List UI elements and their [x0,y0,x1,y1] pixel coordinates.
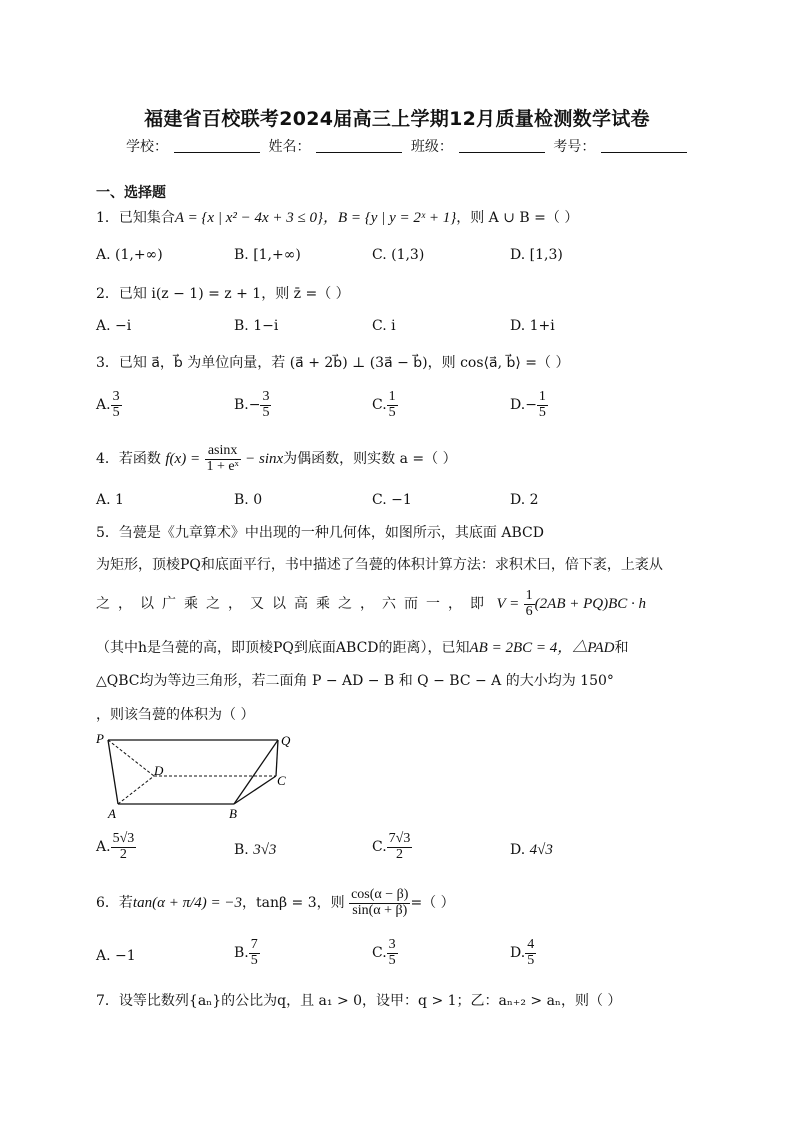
q4-suffix: 为偶函数，则实数 a =（ ） [283,451,457,468]
label-b: B [229,806,237,821]
q5-line-6: ，则该刍甍的体积为（ ） [96,707,255,723]
q5-c-fraction [387,832,413,862]
q1-suffix: ，则 A ∪ B =（ ） [456,210,579,226]
q5-c-den: 2 [396,846,404,862]
q3-option-c[interactable] [372,390,398,420]
q5-formula-fraction [524,589,535,619]
q4-rest: − sinx [245,451,284,468]
q1-set-a: A = {x | x² − 4x + 3 ≤ 0} [174,210,324,226]
page-title: 福建省百校联考2024届高三上学期12月质量检测数学试卷 [144,108,650,130]
q6-tan-expr: tan(α + π/4) = −3 [132,895,243,912]
q6-option-c[interactable] [372,938,398,968]
label-q: Q [281,733,291,748]
q5-b-text: 3√3 [253,842,277,858]
q6-d-label: D. [510,945,526,962]
q3-a-label: A. [96,397,111,414]
question-2-stem: 2．已知 i(z − 1) = z + 1，则 z̄ =（ ） [96,286,350,302]
q1-option-d[interactable]: D. [1,3) [510,247,563,263]
q3-c-fraction [387,390,398,420]
q3-option-d[interactable] [510,390,548,420]
q5-a-den: 2 [119,846,127,862]
q6-option-d[interactable] [510,938,536,968]
q6-b-den: 5 [250,952,258,968]
q4-option-b[interactable]: B. 0 [234,492,263,508]
q5-option-d[interactable] [510,842,553,859]
q3-d-sign: − [525,397,537,414]
school-blank[interactable] [174,138,260,153]
q4-den: 1 + eˣ [206,458,239,474]
question-6-stem [96,888,455,918]
question-7-stem: 7．设等比数列{aₙ}的公比为q，且 a₁ > 0，设甲：q > 1；乙：aₙ₊₂ > aₙ，则（ ） [96,993,622,1009]
q3-b-sign: − [248,397,261,414]
q5-formula-den: 6 [525,603,533,619]
q3-a-num: 3 [112,389,120,404]
q4-prefix: 4．若函数 [96,451,161,468]
q6-suffix: =（ ） [410,895,455,912]
q6-b-fraction [249,938,260,968]
q6-fraction [349,888,410,918]
q6-b-num: 7 [250,937,258,952]
q3-a-fraction [111,390,122,420]
q3-b-den: 5 [262,404,270,420]
q6-a-text: −1 [115,948,136,964]
q6-c-den: 5 [388,952,396,968]
q1-option-c[interactable]: C. (1,3) [372,247,425,263]
q3-d-den: 5 [538,404,546,420]
q4-option-a[interactable]: A. 1 [96,492,124,508]
q3-a-den: 5 [112,404,120,420]
q5-a-label: A. [96,839,111,856]
q5-c-label: C. [372,839,387,856]
q6-d-num: 4 [527,937,535,952]
q6-mid: ，tanβ = 3，则 [242,895,345,912]
q3-option-a[interactable] [96,390,122,420]
class-blank[interactable] [459,138,545,153]
edge-qc [276,740,278,776]
label-p: P [96,731,104,746]
student-info-row [126,136,691,156]
question-4-stem [96,444,457,474]
q5-line-4a: （其中h是刍甍的高，即顶棱PQ到底面ABCD的距离），已知 [96,640,470,656]
q5-option-c[interactable] [372,832,412,862]
q4-fx: f(x) = [165,451,201,468]
number-label: 考号： [553,139,596,155]
q5-line-4c: 和 [614,640,629,656]
section-heading: 一、选择题 [96,185,166,201]
q6-option-a[interactable] [96,948,136,964]
q5-formula-num: 1 [525,588,533,603]
q5-line-2: 为矩形，顶棱PQ和底面平行，书中描述了刍甍的体积计算方法：求积术曰，倍下袤，上袤从 [96,557,663,573]
q1-set-b: ，B = {y | y = 2ˣ + 1} [323,210,457,226]
q5-solid-figure [94,730,314,822]
edge-ad-hidden [118,776,154,804]
q3-b-fraction [260,390,271,420]
q5-line-1: 5．刍甍是《九章算术》中出现的一种几何体，如图所示，其底面 ABCD [96,525,544,541]
q5-formula-suffix: (2AB + PQ)BC · h [534,596,647,613]
class-label: 班级： [410,139,453,155]
q2-option-b[interactable]: B. 1−i [234,318,279,334]
q5-formula-prefix: V = [496,596,520,613]
q5-line-3a: 之，以广乘之，又以高乘之，六而一，即 [96,596,492,613]
q3-c-num: 1 [388,389,396,404]
edge-qb [234,740,278,804]
question-1-stem [96,206,578,227]
q4-option-d[interactable]: D. 2 [510,492,539,508]
name-blank[interactable] [316,138,402,153]
q5-option-b[interactable] [234,842,276,859]
q6-a-label: A. [96,948,111,964]
edge-pd-hidden [108,740,154,776]
q5-line-5: △QBC均为等边三角形，若二面角 P − AD − B 和 Q − BC − A 的大小均为 150° [96,673,614,689]
q5-line-4b: AB = 2BC = 4，△PAD [469,640,615,656]
label-d: D [154,763,164,778]
q6-option-b[interactable] [234,938,260,968]
q5-d-label: D. [510,842,526,858]
q6-c-label: C. [372,945,387,962]
q6-d-den: 5 [527,952,535,968]
q4-fraction [205,444,241,474]
q5-a-fraction [111,832,137,862]
q3-c-label: C. [372,397,387,414]
q6-c-num: 3 [388,937,396,952]
q3-b-num: 3 [262,389,270,404]
q2-option-c[interactable]: C. i [372,318,396,334]
q4-num: asinx [205,444,241,460]
q1-prefix: 1．已知集合 [96,210,175,226]
q6-c-fraction [387,938,398,968]
q6-b-label: B. [234,945,249,962]
q6-prefix: 6．若 [96,895,133,912]
q1-option-b[interactable]: B. [1,+∞) [234,247,301,263]
q3-b-label: B. [234,397,249,414]
q5-line-3 [96,589,646,619]
q5-b-label: B. [234,842,249,858]
q6-den: sin(α + β) [352,902,408,918]
q3-d-num: 1 [538,389,546,404]
q6-num: cos(α − β) [351,887,409,902]
label-a: A [108,806,116,821]
q3-option-b[interactable] [234,390,271,420]
label-c: C [277,773,286,788]
school-label: 学校： [126,139,168,155]
name-label: 姓名： [268,139,311,155]
q3-d-label: D. [510,397,526,414]
q4-option-c[interactable]: C. −1 [372,492,412,508]
q5-option-a[interactable] [96,832,136,862]
q3-c-den: 5 [388,404,396,420]
q5-d-text: 4√3 [529,842,553,858]
question-3-stem: 3．已知 a⃗，b⃗ 为单位向量，若 (a⃗ + 2b⃗) ⊥ (3a⃗ − b⃗)，则 cos⟨a⃗, b⃗⟩ =（ ） [96,355,570,371]
q5-c-num: 7√3 [388,831,411,846]
q5-line-4 [96,636,628,657]
q3-d-fraction [537,390,548,420]
edge-bc [234,776,276,804]
q5-a-num: 5√3 [112,831,135,846]
edge-pa [108,740,118,804]
q2-option-d[interactable]: D. 1+i [510,318,555,334]
q2-option-a[interactable]: A. −i [96,318,132,334]
q1-option-a[interactable]: A. (1,+∞) [96,247,163,263]
number-blank[interactable] [601,138,687,153]
q6-d-fraction [525,938,536,968]
